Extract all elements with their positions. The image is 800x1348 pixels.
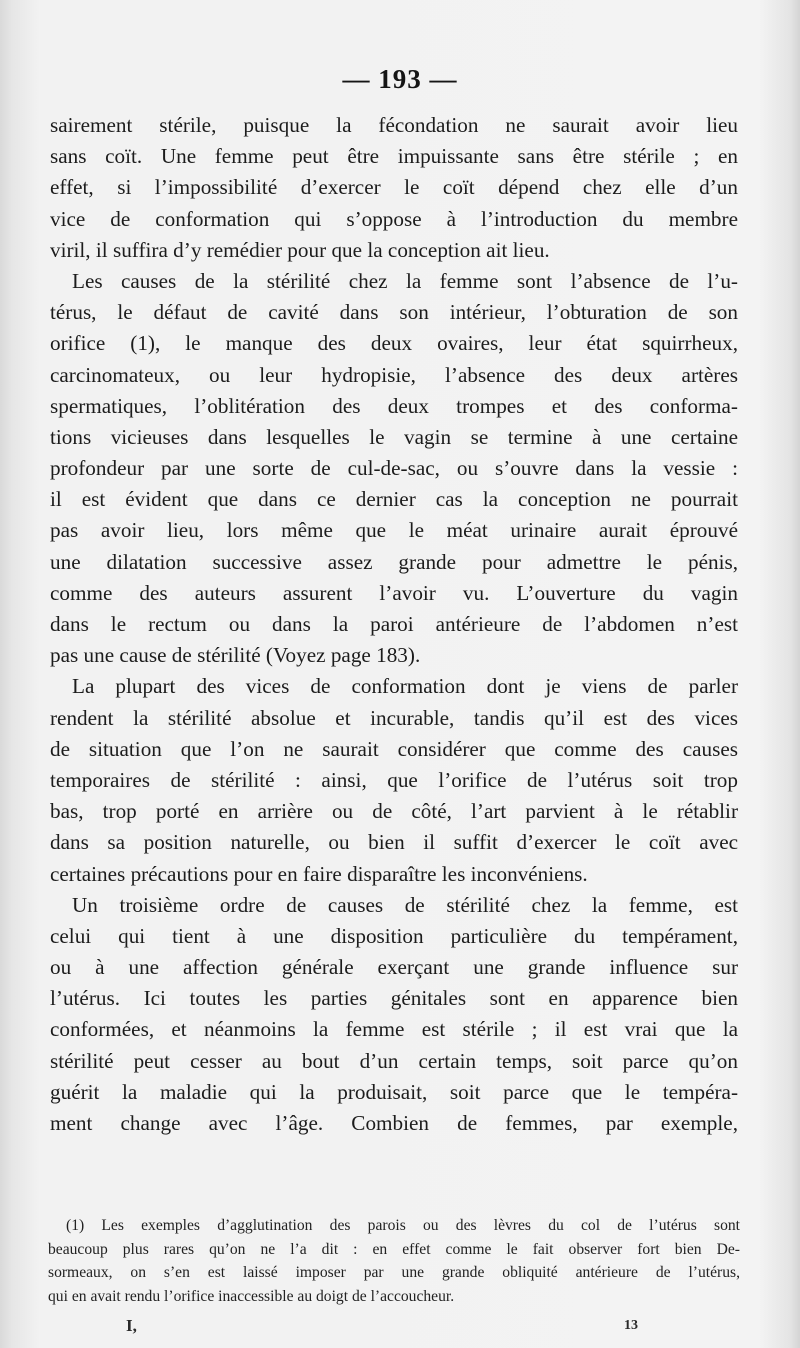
text-line: ment change avec l’âge. Combien de femmes, par exemple, (50, 1111, 738, 1135)
text-line: Les causes de la stérilité chez la femme sont l’absence de l’u- (72, 268, 738, 293)
footnotes (48, 1214, 740, 1308)
text-line: conformées, et néanmoins la femme est stérile ; il est vrai que la (50, 1017, 738, 1042)
text-line: ou à une affection générale exerçant une grande influence sur (50, 955, 738, 980)
text-line: orifice (1), le manque des deux ovaires, leur état squirrheux, (50, 331, 738, 356)
text-line: Un troisième ordre de causes de stérilité chez la femme, est (72, 892, 738, 917)
text-line: il est évident que dans ce dernier cas la conception ne pourrait (50, 487, 738, 512)
text-line: vice de conformation qui s’oppose à l’introduction du membre (50, 206, 738, 231)
text-line: rendent la stérilité absolue et incurable, tandis qu’il est des vices (50, 705, 738, 730)
text-line: l’utérus. Ici toutes les parties génitales sont en apparence bien (50, 986, 738, 1011)
text-line: effet, si l’impossibilité d’exercer le coït dépend chez elle d’un (50, 175, 738, 200)
footnote-line: beaucoup plus rares qu’on ne l’a dit : en effet comme le fait observer fort bien De- (48, 1240, 740, 1258)
text-line: spermatiques, l’oblitération des deux trompes et des conforma- (50, 393, 738, 418)
footnote-line: qui en avait rendu l’orifice inaccessible au doigt de l’accoucheur. (48, 1287, 455, 1305)
text-line: sans coït. Une femme peut être impuissante sans être stérile ; en (50, 144, 738, 169)
text-line: profondeur par une sorte de cul-de-sac, ou s’ouvre dans la vessie : (50, 456, 738, 481)
text-line: carcinomateux, ou leur hydropisie, l’absence des deux artères (50, 362, 738, 387)
text-line: temporaires de stérilité : ainsi, que l’orifice de l’utérus soit trop (50, 767, 738, 792)
text-line: térus, le défaut de cavité dans son intérieur, l’obturation de son (50, 300, 738, 325)
text-line: viril, il suffira d’y remédier pour que la conception ait lieu. (50, 237, 550, 262)
text-line: guérit la maladie qui la produisait, soit parce que le tempéra- (50, 1079, 738, 1104)
text-line: sairement stérile, puisque la fécondation ne saurait avoir lieu (50, 113, 738, 137)
text-line: pas avoir lieu, lors même que le méat urinaire aurait éprouvé (50, 518, 738, 543)
text-line: tions vicieuses dans lesquelles le vagin se termine à une certaine (50, 424, 738, 449)
text-line: de situation que l’on ne saurait considérer que comme des causes (50, 736, 738, 761)
text-line: une dilatation successive assez grande pour admettre le pénis, (50, 549, 738, 574)
footnote-line: (1) Les exemples d’agglutination des parois ou des lèvres du col de l’utérus sont (66, 1217, 740, 1234)
footnote-line: sormeaux, on s’en est laissé imposer par une grande obliquité antérieure de l’utérus, (48, 1264, 740, 1282)
text-line: celui qui tient à une disposition particulière du tempérament, (50, 923, 738, 948)
text-line: stérilité peut cesser au bout d’un certain temps, soit parce qu’on (50, 1048, 738, 1073)
text-line: pas une cause de stérilité (Voyez page 183). (50, 643, 421, 668)
signature-mark-right: 13 (624, 1318, 638, 1333)
text-line: La plupart des vices de conformation dont je viens de parler (72, 674, 738, 699)
body-text (50, 110, 738, 1139)
text-line: certaines précautions pour en faire disparaître les inconvéniens. (50, 861, 588, 886)
text-line: bas, trop porté en arrière ou de côté, l’art parvient à le rétablir (50, 799, 738, 824)
text-line: comme des auteurs assurent l’avoir vu. L’ouverture du vagin (50, 580, 738, 605)
text-line: dans sa position naturelle, ou bien il suffit d’exercer le coït avec (50, 830, 738, 855)
signature-mark-left: I, (126, 1316, 137, 1335)
text-line: dans le rectum ou dans la paroi antérieure de l’abdomen n’est (50, 612, 738, 636)
page-number: — 193 — (342, 64, 458, 94)
